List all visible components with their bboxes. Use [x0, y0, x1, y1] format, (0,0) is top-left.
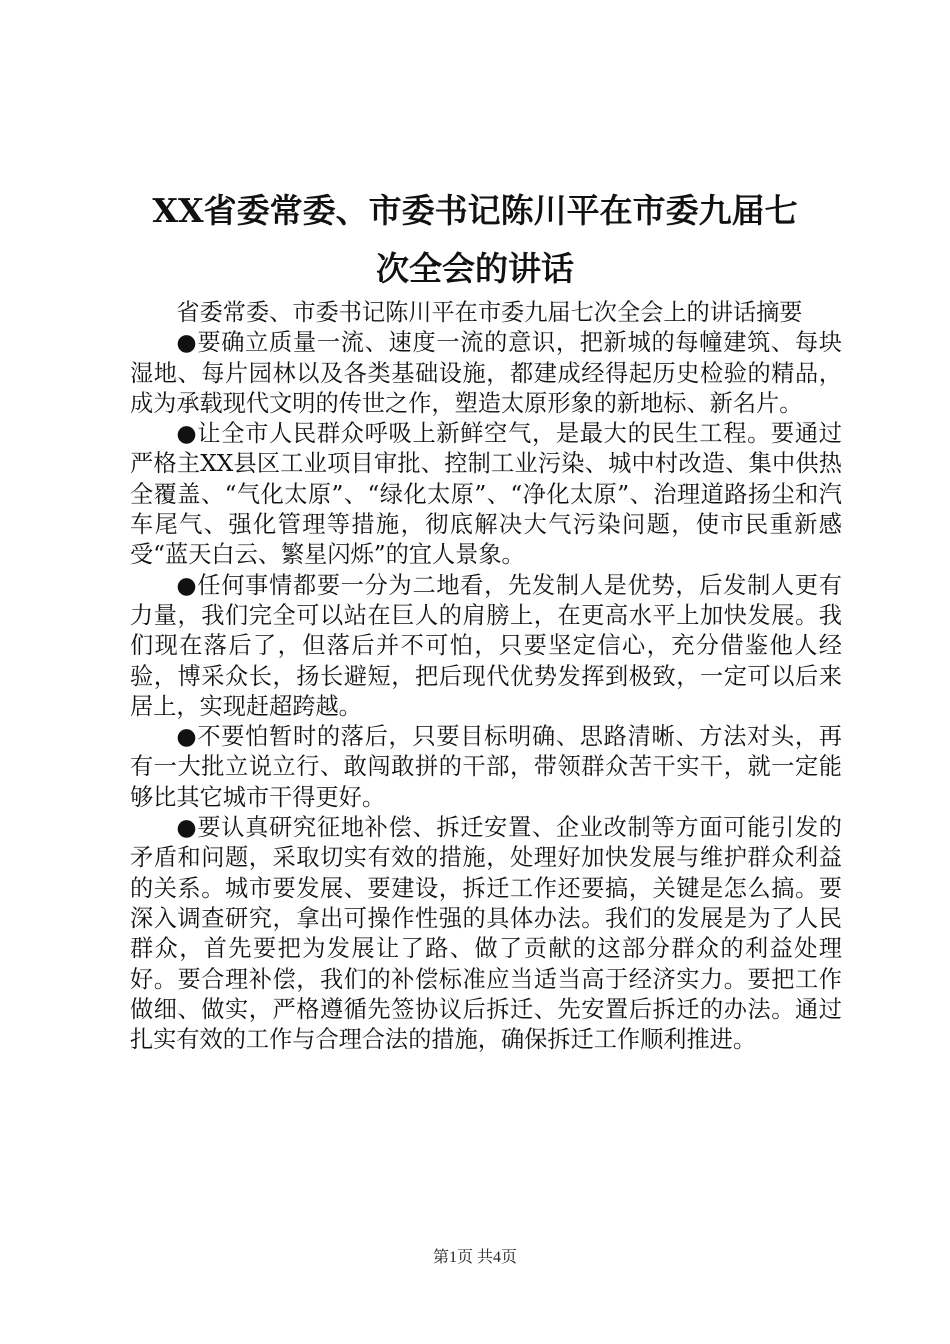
- paragraph-demolition: ●要认真研究征地补偿、拆迁安置、企业改制等方面可能引发的矛盾和问题，采取切实有效的措施，处理好加快发展与维护群众利益的关系。城市要发展、要建设，拆迁工作还要搞，关键是怎么搞。要深入调查研究，拿出可操作性强的具体办法。我们的发展是为了人民群众，首先要把为发展让了路、做了贡献的这部分群众的利益处理好。要合理补偿，我们的补偿标准应当适当高于经济实力。要把工作做细、做实，严格遵循先签协议后拆迁、先安置后拆迁的办法。通过扎实有效的工作与合理合法的措施，确保拆迁工作顺利推进。: [130, 814, 842, 1054]
- paragraph-quality: ●要确立质量一流、速度一流的意识，把新城的每幢建筑、每块湿地、每片园林以及各类基础设施，都建成经得起历史检验的精品，成为承载现代文明的传世之作，塑造太原形象的新地标、新名片。: [130, 329, 842, 417]
- document-title-line-1: XX省委常委、市委书记陈川平在市委九届七: [152, 191, 798, 230]
- paragraph-air: ●让全市人民群众呼吸上新鲜空气，是最大的民生工程。要通过严格主XX县区工业项目审批、控制工业污染、城中村改造、集中供热全覆盖、“气化太原”、“绿化太原”、“净化太原”、治理道路扬尘和汽车尾气、强化管理等措施，彻底解决大气污染问题，使市民重新感受“蓝天白云、繁星闪烁”的宜人景象。: [130, 420, 842, 569]
- paragraph-intro: 省委常委、市委书记陈川平在市委九届七次全会上的讲话摘要: [176, 299, 803, 326]
- paragraph-development: ●任何事情都要一分为二地看，先发制人是优势，后发制人更有力量，我们完全可以站在巨人的肩膀上，在更高水平上加快发展。我们现在落后了，但落后并不可怕，只要坚定信心，充分借鉴他人经验，博采众长，扬长避短，把后现代优势发挥到极致，一定可以后来居上，实现赶超跨越。: [130, 571, 842, 720]
- document-body: [130, 298, 842, 1055]
- paragraph-catch-up: ●不要怕暂时的落后，只要目标明确、思路清晰、方法对头，再有一大批立说立行、敢闯敢拼的干部，带领群众苦干实干，就一定能够比其它城市干得更好。: [130, 723, 842, 811]
- document-title-line-2: 次全会的讲话: [376, 249, 574, 288]
- page-footer: 第1页 共4页: [432, 1249, 517, 1266]
